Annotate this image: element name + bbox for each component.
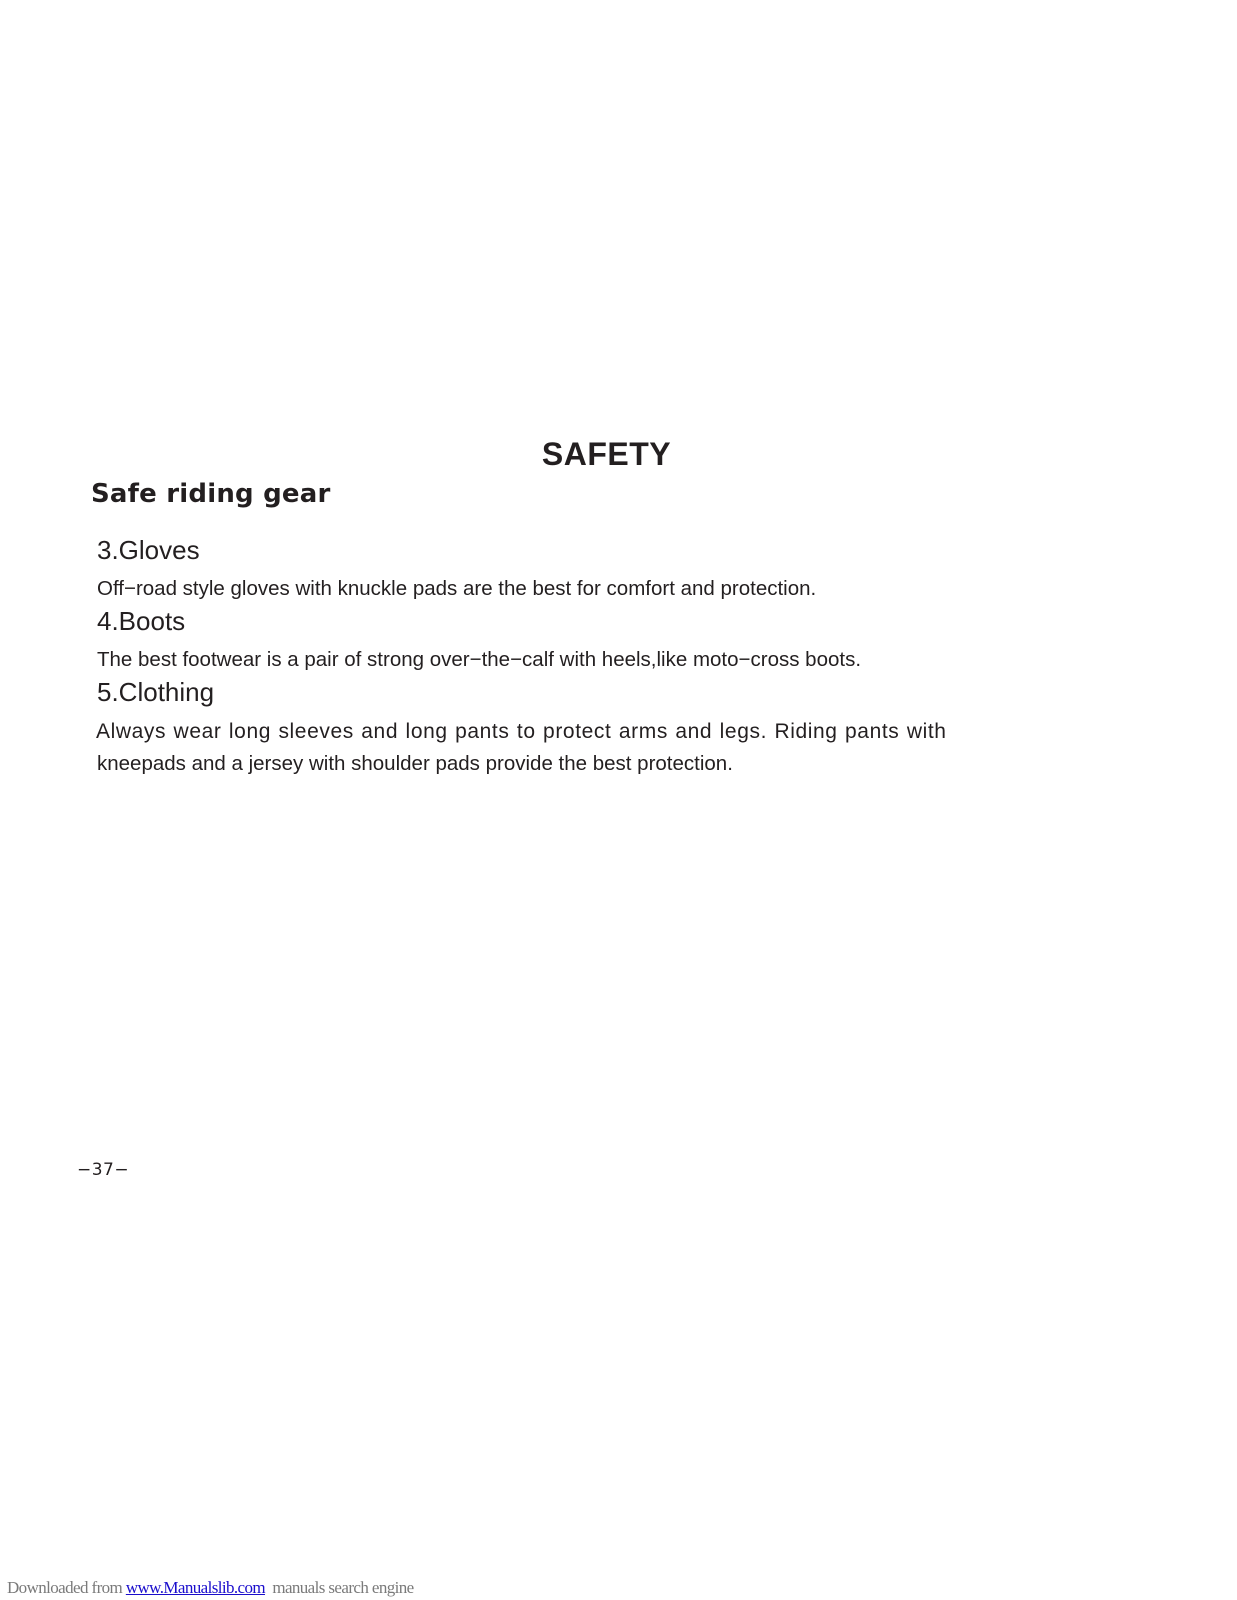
clothing-text-line-2: kneepads and a jersey with shoulder pads provide the best protection. — [97, 752, 733, 775]
clothing-text-line-1: Always wear long sleeves and long pants to protect arms and legs. Riding pants with — [96, 720, 947, 743]
page-title — [0, 436, 1237, 473]
boots-heading: 4.Boots — [97, 606, 186, 636]
page-title-text: SAFETY — [541, 436, 672, 472]
boots-text: The best footwear is a pair of strong over−the−calf with heels,like moto−cross boots. — [97, 648, 862, 671]
manualslib-link[interactable]: www.Manualslib.com — [125, 1578, 266, 1597]
footer-prefix: Downloaded from — [7, 1578, 126, 1597]
section-heading: Safe riding gear — [91, 479, 331, 509]
download-footer — [7, 1578, 414, 1598]
gloves-text: Off−road style gloves with knuckle pads are the best for comfort and protection. — [97, 577, 817, 600]
page-number: −37− — [77, 1160, 130, 1180]
footer-suffix: manuals search engine — [265, 1578, 414, 1597]
gloves-heading: 3.Gloves — [97, 535, 200, 565]
clothing-heading: 5.Clothing — [97, 677, 215, 707]
